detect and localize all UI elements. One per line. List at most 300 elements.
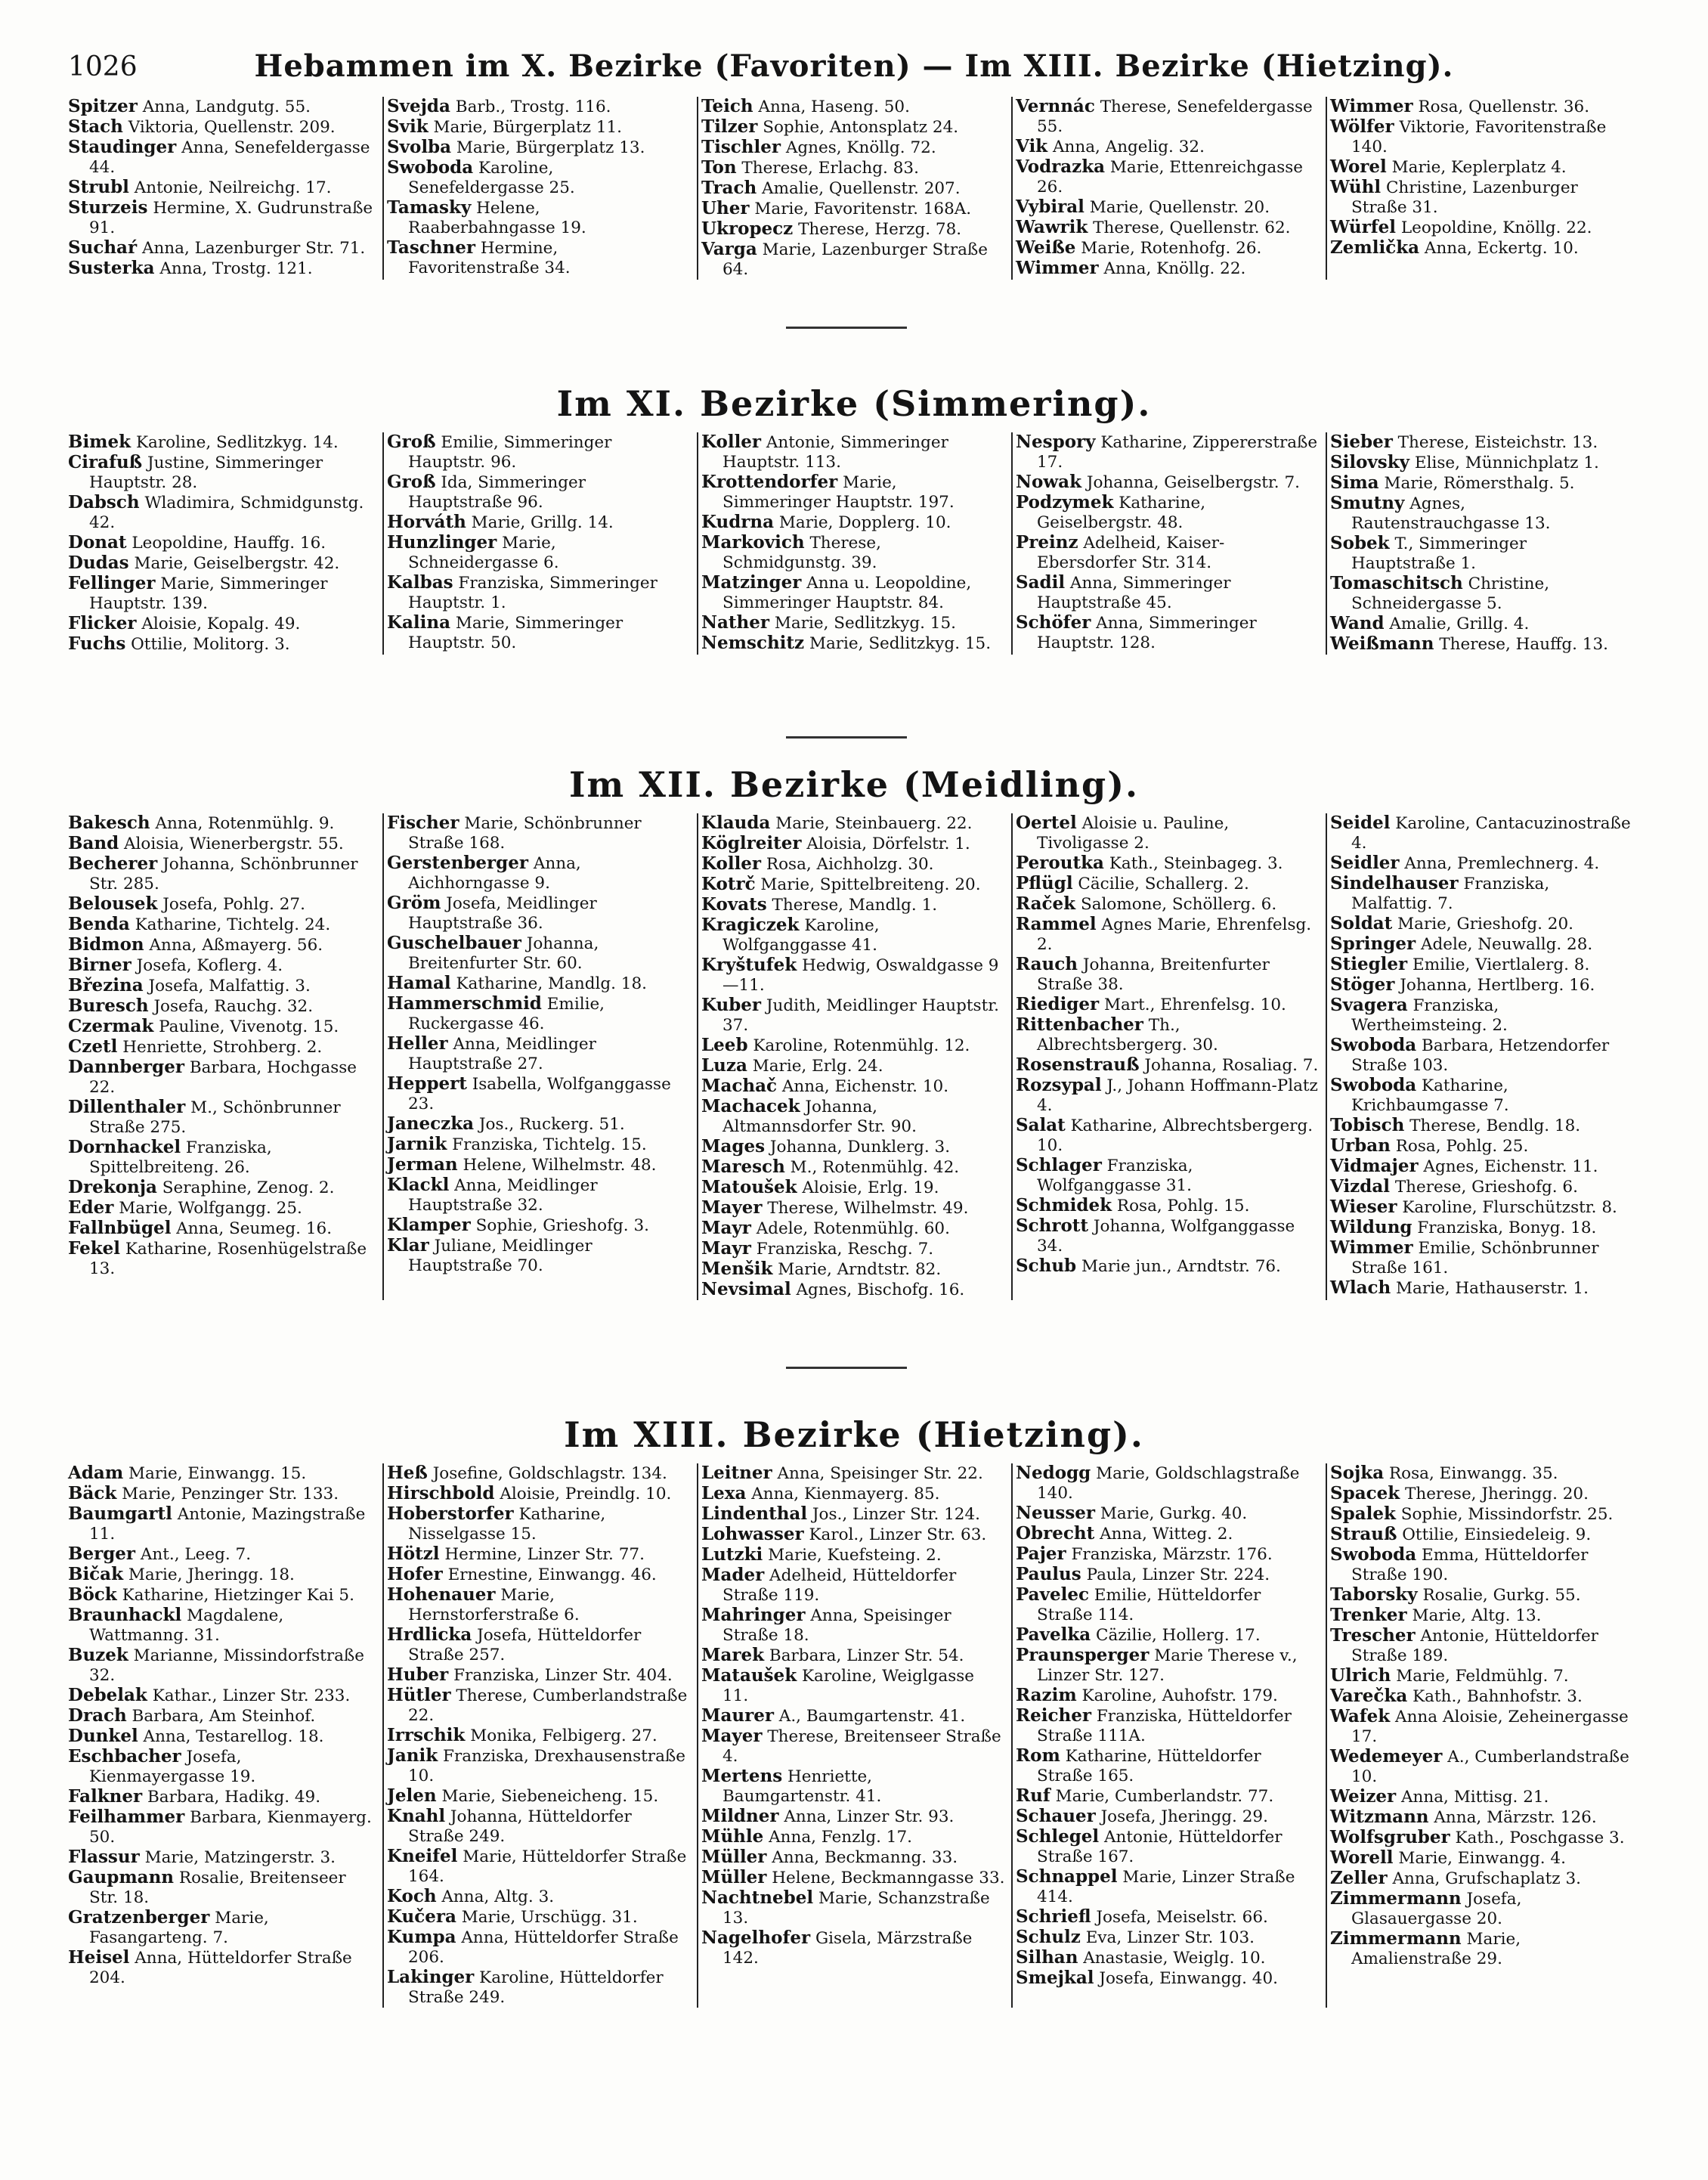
entry-details: Pauline, Vivenotg. 15.	[159, 1017, 339, 1036]
entry-details: Franziska, Märzstr. 176.	[1071, 1545, 1273, 1564]
directory-entry	[1016, 1968, 1320, 1989]
directory-entry	[68, 97, 376, 117]
entry-surname: Dunkel	[68, 1726, 138, 1746]
directory-entry	[68, 1726, 376, 1747]
entry-details: Justine, Simmeringer Hauptstr. 28.	[89, 454, 323, 492]
entry-surname: Braunhackl	[68, 1605, 182, 1625]
entry-surname: Huber	[387, 1664, 449, 1685]
directory-entry	[1330, 975, 1634, 996]
entry-details: M., Schönbrunner Straße 275.	[89, 1098, 341, 1137]
entry-details: Sophie, Grieshofg. 3.	[475, 1216, 649, 1235]
entry-details: Emilie, Viertlalerg. 8.	[1413, 955, 1590, 974]
directory-entry	[387, 1665, 691, 1686]
entry-surname: Marek	[701, 1645, 765, 1665]
entry-details: Marie, Siebeneicheng. 15.	[441, 1787, 659, 1806]
entry-details: Hermine, Favoritenstraße 34.	[408, 239, 571, 277]
directory-column	[1011, 1463, 1326, 2008]
directory-entry	[68, 1787, 376, 1807]
entry-surname: Pavelka	[1016, 1624, 1091, 1645]
entry-surname: Vodrazka	[1016, 156, 1106, 177]
entry-details: Anna, Angelig. 32.	[1052, 138, 1205, 156]
entry-details: Antonie, Hütteldorfer Straße 167.	[1037, 1828, 1283, 1866]
directory-entry	[701, 1888, 1005, 1928]
entry-details: Johanna, Geiselbergstr. 7.	[1086, 473, 1300, 492]
entry-details: Anna, Eckertg. 10.	[1424, 239, 1579, 258]
entry-surname: Wawrik	[1016, 217, 1088, 237]
entry-surname: Dornhackel	[68, 1137, 181, 1157]
entry-details: Henriette, Strohberg. 2.	[122, 1038, 323, 1057]
directory-entry	[68, 1948, 376, 1988]
directory-entry	[387, 893, 691, 934]
directory-column	[697, 1463, 1011, 2008]
directory-entry	[1330, 1157, 1634, 1177]
directory-entry	[387, 1155, 691, 1175]
directory-entry	[701, 1847, 1005, 1868]
entry-surname: Baumgartl	[68, 1503, 172, 1524]
entry-surname: Knahl	[387, 1806, 446, 1826]
directory-entry	[701, 1259, 1005, 1280]
directory-entry	[1330, 914, 1634, 934]
directory-entry	[387, 432, 691, 472]
entry-surname: Neusser	[1016, 1503, 1096, 1523]
directory-entry	[1016, 97, 1320, 137]
entry-details: M., Rotenmühlg. 42.	[790, 1158, 960, 1177]
entry-details: Marie, Fasangarteng. 7.	[89, 1909, 269, 1947]
entry-details: A., Baumgartenstr. 41.	[778, 1707, 966, 1726]
directory-entry	[701, 1178, 1005, 1198]
entry-details: Anna, Altg. 3.	[441, 1887, 555, 1906]
entry-surname: Wolfsgruber	[1330, 1827, 1450, 1847]
directory-entry	[1330, 1585, 1634, 1606]
directory-entry	[387, 1585, 691, 1625]
entry-surname: Vizdal	[1330, 1176, 1390, 1197]
entry-details: Anna, Fenzlg. 17.	[769, 1828, 912, 1847]
entry-details: Antonie, Simmeringer Hauptstr. 113.	[722, 433, 948, 472]
entry-surname: Svolba	[387, 137, 452, 157]
entry-surname: Urban	[1330, 1135, 1391, 1156]
directory-entry	[1330, 1136, 1634, 1157]
entry-surname: Jarnik	[387, 1134, 447, 1154]
directory-entry	[387, 813, 691, 853]
entry-surname: Rittenbacher	[1016, 1014, 1143, 1035]
entry-details: Anna, Haseng. 50.	[758, 98, 910, 116]
entry-details: Marie, Grieshofg. 20.	[1397, 915, 1573, 934]
directory-entry	[387, 97, 691, 117]
entry-details: Hermine, X. Gudrunstraße 91.	[89, 199, 373, 237]
directory-entry	[1330, 117, 1634, 157]
entry-surname: Staudinger	[68, 137, 177, 157]
entry-surname: Maresch	[701, 1157, 785, 1177]
directory-entry	[1330, 1686, 1634, 1707]
directory-entry	[1016, 1116, 1320, 1156]
directory-entry	[701, 1239, 1005, 1259]
entry-details: Katharine, Rosenhügelstraße 13.	[89, 1240, 367, 1278]
directory-entry	[1016, 1686, 1320, 1706]
entry-details: Rosa, Einwangg. 35.	[1388, 1464, 1558, 1483]
entry-surname: Wimmer	[1330, 1237, 1413, 1258]
entry-surname: Kryštufek	[701, 955, 797, 975]
entry-surname: Fellinger	[68, 573, 156, 593]
section-district-xi	[68, 375, 1640, 655]
directory-entry	[1016, 573, 1320, 613]
entry-surname: Köglreiter	[701, 833, 802, 853]
directory-entry	[68, 1198, 376, 1219]
directory-entry	[68, 198, 376, 238]
entry-surname: Bičak	[68, 1564, 124, 1584]
entry-surname: Mildner	[701, 1806, 779, 1826]
directory-entry	[701, 996, 1005, 1036]
entry-surname: Nagelhofer	[701, 1928, 811, 1948]
directory-entry	[701, 432, 1005, 472]
entry-surname: Feilhammer	[68, 1807, 185, 1827]
entry-details: Therese, Grieshofg. 6.	[1394, 1178, 1578, 1197]
directory-entry	[701, 117, 1005, 138]
entry-details: Katharine, Geiselbergstr. 48.	[1037, 494, 1206, 532]
entry-surname: Swoboda	[387, 157, 474, 178]
directory-entry	[1330, 1545, 1634, 1585]
entry-details: Franziska, Bonyg. 18.	[1417, 1219, 1597, 1237]
entry-details: Viktorie, Favoritenstraße 140.	[1351, 118, 1607, 156]
directory-entry	[1330, 1626, 1634, 1666]
entry-surname: Falkner	[68, 1786, 143, 1807]
entry-surname: Ukropecz	[701, 218, 794, 239]
directory-entry	[1330, 218, 1634, 238]
entry-details: Amalie, Grillg. 4.	[1389, 615, 1530, 633]
entry-surname: Müller	[701, 1847, 767, 1867]
entry-surname: Fekel	[68, 1238, 121, 1259]
entry-surname: Donat	[68, 532, 127, 553]
directory-entry	[68, 533, 376, 553]
entry-details: Katharine, Mandlg. 18.	[456, 974, 647, 993]
entry-details: A., Cumberlandstraße 10.	[1351, 1748, 1629, 1786]
directory-entry	[1016, 874, 1320, 894]
directory-entry	[1016, 218, 1320, 238]
directory-entry	[387, 472, 691, 512]
entry-surname: Adam	[68, 1463, 124, 1483]
directory-entry	[701, 1868, 1005, 1888]
entry-surname: Bakesch	[68, 813, 150, 833]
entry-details: Marie, Arndtstr. 82.	[778, 1260, 942, 1279]
directory-entry	[1016, 1156, 1320, 1196]
entry-details: Agnes, Knöllg. 72.	[785, 138, 936, 157]
entry-details: Emilie, Ruckergasse 46.	[408, 995, 605, 1033]
section-columns	[68, 1463, 1640, 2008]
entry-details: Anna, Rotenmühlg. 9.	[155, 814, 335, 833]
entry-details: Anna, Märzstr. 126.	[1434, 1808, 1597, 1827]
directory-entry	[701, 1525, 1005, 1545]
entry-surname: Raček	[1016, 893, 1076, 914]
directory-entry	[1330, 1525, 1634, 1545]
entry-surname: Klar	[387, 1235, 429, 1256]
directory-entry	[387, 1686, 691, 1726]
entry-surname: Schriefl	[1016, 1906, 1091, 1927]
entry-surname: Worel	[1330, 156, 1387, 177]
entry-details: Adele, Neuwallg. 28.	[1420, 935, 1593, 954]
directory-entry	[387, 1114, 691, 1135]
directory-entry	[1016, 157, 1320, 197]
entry-details: Therese, Bendlg. 18.	[1409, 1116, 1581, 1135]
entry-details: Adelheid, Kaiser-Ebersdorfer Str. 314.	[1037, 534, 1225, 572]
entry-surname: Strubl	[68, 177, 129, 197]
entry-surname: Schrott	[1016, 1215, 1089, 1236]
entry-details: Josefa, Koflerg. 4.	[136, 956, 283, 975]
directory-entry	[701, 1504, 1005, 1525]
directory-entry	[701, 472, 1005, 512]
directory-entry	[387, 198, 691, 238]
entry-surname: Peroutka	[1016, 853, 1104, 873]
entry-details: Marie, Quellenstr. 20.	[1089, 198, 1270, 217]
directory-entry	[1330, 1869, 1634, 1889]
entry-details: Katharine, Zippererstraße 17.	[1037, 433, 1318, 472]
entry-details: Karoline, Senefeldergasse 25.	[408, 159, 575, 197]
entry-details: Anna, Aßmayerg. 56.	[149, 936, 323, 955]
directory-entry	[387, 1504, 691, 1544]
directory-entry	[68, 1686, 376, 1706]
entry-details: Christine, Lazenburger Straße 31.	[1351, 178, 1578, 217]
entry-surname: Sobek	[1330, 533, 1390, 553]
entry-details: Cäcilie, Schallerg. 2.	[1078, 875, 1249, 893]
entry-details: Marie, Gurkg. 40.	[1100, 1504, 1248, 1523]
entry-surname: Maurer	[701, 1705, 774, 1726]
entry-surname: Taborsky	[1330, 1584, 1418, 1605]
entry-surname: Fischer	[387, 813, 459, 833]
entry-details: Josefa, Hütteldorfer Straße 257.	[408, 1626, 642, 1664]
entry-surname: Heisel	[68, 1947, 130, 1968]
directory-entry	[1330, 1238, 1634, 1278]
entry-details: Anna, Mittisg. 21.	[1400, 1788, 1549, 1807]
entry-surname: Tilzer	[701, 116, 758, 137]
entry-details: Marie, Goldschlagstraße 140.	[1037, 1464, 1300, 1503]
entry-surname: Drekonja	[68, 1177, 157, 1197]
entry-details: Johanna, Dunklerg. 3.	[769, 1138, 951, 1157]
entry-details: Wladimira, Schmidgunstg. 42.	[89, 494, 364, 532]
entry-details: Marie, Simmeringer Hauptstr. 197.	[722, 473, 955, 512]
directory-entry	[1330, 1116, 1634, 1136]
directory-entry	[1016, 1867, 1320, 1907]
entry-surname: Nespory	[1016, 432, 1096, 452]
entry-details: Therese, Schmidgunstg. 39.	[722, 534, 881, 572]
entry-surname: Tischler	[701, 137, 781, 157]
entry-details: Marie, Schönbrunner Straße 168.	[408, 814, 642, 853]
entry-details: Juliane, Meidlinger Hauptstraße 70.	[408, 1237, 593, 1275]
directory-entry	[68, 1868, 376, 1908]
entry-details: T., Simmeringer Hauptstraße 1.	[1351, 534, 1527, 573]
entry-details: Barbara, Kienmayerg. 50.	[89, 1808, 372, 1847]
entry-surname: Jerman	[387, 1154, 458, 1175]
entry-details: Helene, Wilhelmstr. 48.	[463, 1156, 657, 1175]
entry-details: Hedwig, Oswaldgasse 9—11.	[722, 956, 999, 995]
entry-surname: Menšik	[701, 1259, 773, 1279]
entry-surname: Horváth	[387, 512, 466, 532]
entry-surname: Hötzl	[387, 1544, 440, 1564]
entry-details: Agnes Marie, Ehrenfelsg. 2.	[1037, 915, 1312, 954]
directory-entry	[68, 1606, 376, 1646]
entry-surname: Sadil	[1016, 572, 1066, 593]
entry-details: Josefa, Glasauergasse 20.	[1351, 1890, 1522, 1928]
entry-details: Josefa, Malfattig. 3.	[148, 977, 311, 996]
entry-details: Kath., Steinbageg. 3.	[1109, 854, 1283, 873]
entry-details: Marie, Spittelbreiteng. 20.	[760, 875, 981, 894]
entry-surname: Podzymek	[1016, 492, 1114, 512]
entry-details: Helene, Raaberbahngasse 19.	[408, 199, 586, 237]
entry-surname: Vernnác	[1016, 96, 1095, 116]
directory-entry	[1016, 259, 1320, 279]
entry-details: Emilie, Simmeringer Hauptstr. 96.	[408, 433, 612, 472]
entry-surname: Flassur	[68, 1847, 140, 1867]
entry-surname: Zimmermann	[1330, 1888, 1462, 1909]
entry-details: Rosalie, Breitenseer Str. 18.	[89, 1869, 346, 1907]
directory-entry	[68, 614, 376, 634]
entry-surname: Swoboda	[1330, 1035, 1417, 1055]
entry-details: Sophie, Antonsplatz 24.	[763, 118, 959, 137]
entry-details: Marie, Römersthalg. 5.	[1384, 474, 1575, 493]
directory-entry	[1016, 915, 1320, 955]
directory-entry	[1330, 1076, 1634, 1116]
entry-details: Anna, Seumeg. 16.	[176, 1219, 333, 1238]
directory-entry	[1016, 1786, 1320, 1807]
entry-details: Therese, Herzg. 78.	[798, 220, 962, 239]
directory-entry	[1330, 874, 1634, 914]
directory-entry	[68, 238, 376, 259]
entry-surname: Teich	[701, 96, 753, 116]
entry-details: Barbara, Hadikg. 49.	[147, 1788, 321, 1807]
directory-entry	[68, 1908, 376, 1948]
entry-details: Marie, Schneidergasse 6.	[408, 534, 559, 572]
entry-details: Rosa, Pohlg. 15.	[1116, 1197, 1250, 1215]
directory-entry	[1016, 955, 1320, 995]
entry-surname: Gerstenberger	[387, 853, 528, 873]
entry-details: Johanna, Rosaliag. 7.	[1144, 1056, 1319, 1075]
directory-entry	[1016, 613, 1320, 653]
directory-column	[68, 1463, 382, 2008]
directory-entry	[1016, 472, 1320, 493]
entry-details: Josefine, Goldschlagstr. 134.	[432, 1464, 667, 1483]
directory-entry	[68, 854, 376, 894]
directory-entry	[387, 1215, 691, 1236]
directory-entry	[701, 158, 1005, 178]
entry-surname: Cirafuß	[68, 452, 143, 472]
entry-details: Ottilie, Einsiedeleig. 9.	[1402, 1525, 1592, 1544]
directory-entry	[701, 1545, 1005, 1565]
entry-details: Johanna, Hertlberg. 16.	[1400, 976, 1595, 995]
directory-entry	[701, 97, 1005, 117]
section-district-xii	[68, 756, 1640, 1300]
entry-surname: Wimmer	[1016, 258, 1099, 278]
entry-details: Seraphine, Zenog. 2.	[162, 1178, 335, 1197]
section-district-xiii	[68, 1406, 1640, 2008]
entry-details: Marie, Dopplerg. 10.	[778, 513, 951, 532]
directory-column	[697, 432, 1011, 655]
entry-details: Emma, Hütteldorfer Straße 190.	[1351, 1546, 1589, 1584]
entry-surname: Pflügl	[1016, 873, 1073, 893]
entry-surname: Svejda	[387, 96, 450, 116]
directory-entry	[1330, 534, 1634, 574]
directory-entry	[1330, 238, 1634, 259]
entry-details: Franziska, Wertheimsteing. 2.	[1351, 996, 1508, 1035]
entry-surname: Springer	[1330, 934, 1416, 954]
directory-entry	[1016, 1585, 1320, 1625]
directory-entry	[68, 1463, 376, 1484]
entry-details: Marie, Matzingerstr. 3.	[144, 1848, 336, 1867]
directory-entry	[387, 1847, 691, 1887]
directory-entry	[1330, 494, 1634, 534]
entry-details: Anna, Simmeringer Hauptstr. 128.	[1037, 614, 1257, 652]
directory-entry	[701, 895, 1005, 915]
entry-details: Marie, Hathauserstr. 1.	[1396, 1279, 1589, 1298]
entry-details: Barbara, Linzer Str. 54.	[769, 1646, 964, 1665]
entry-surname: Hohenauer	[387, 1584, 496, 1605]
entry-details: Barbara, Hetzendorfer Straße 103.	[1351, 1036, 1610, 1075]
entry-details: Gisela, Märzstraße 142.	[722, 1929, 973, 1968]
entry-surname: Salat	[1016, 1115, 1066, 1135]
entry-surname: Varga	[701, 239, 757, 259]
entry-details: Franziska, Reschg. 7.	[756, 1240, 934, 1259]
directory-entry	[701, 1219, 1005, 1239]
entry-details: Marie, Einwangg. 15.	[128, 1464, 307, 1483]
entry-surname: Berger	[68, 1544, 136, 1564]
entry-surname: Kneifel	[387, 1846, 458, 1866]
entry-details: Franziska, Spittelbreiteng. 26.	[89, 1138, 272, 1177]
entry-surname: Reicher	[1016, 1705, 1091, 1726]
entry-details: Karoline, Hütteldorfer Straße 249.	[408, 1968, 664, 2007]
entry-details: Marianne, Missindorfstraße 32.	[89, 1646, 365, 1685]
entry-surname: Lohwasser	[701, 1524, 804, 1544]
directory-entry	[1016, 1746, 1320, 1786]
directory-column	[1326, 432, 1640, 655]
entry-surname: Swoboda	[1330, 1075, 1417, 1095]
entry-details: Karoline, Sedlitzkyg. 14.	[135, 433, 339, 452]
entry-surname: Spitzer	[68, 96, 138, 116]
section-title: Im XII. Bezirke (Meidling).	[568, 764, 1140, 805]
entry-surname: Uher	[701, 198, 750, 218]
entry-surname: Schulz	[1016, 1927, 1081, 1947]
entry-surname: Swoboda	[1330, 1544, 1417, 1565]
entry-surname: Riediger	[1016, 994, 1100, 1014]
section-district-x	[68, 97, 1640, 280]
directory-entry	[68, 1017, 376, 1037]
entry-surname: Jelen	[387, 1785, 437, 1806]
directory-entry	[701, 633, 1005, 654]
entry-surname: Koller	[701, 432, 762, 452]
entry-details: Marie, Ettenreichgasse 26.	[1037, 158, 1303, 197]
entry-details: Eva, Linzer Str. 103.	[1085, 1928, 1255, 1947]
entry-details: Aloisie, Erlg. 19.	[802, 1178, 939, 1197]
entry-details: Anna, Knöllg. 22.	[1103, 259, 1246, 278]
entry-surname: Heller	[387, 1033, 448, 1054]
entry-details: Josefa, Rauchg. 32.	[153, 997, 314, 1016]
directory-entry	[701, 1726, 1005, 1767]
directory-entry	[701, 1198, 1005, 1219]
directory-entry	[68, 813, 376, 834]
entry-surname: Wand	[1330, 613, 1385, 633]
directory-entry	[1330, 634, 1634, 655]
entry-details: Karoline, Rotenmühlg. 12.	[753, 1036, 970, 1055]
entry-surname: Kumpa	[387, 1927, 456, 1947]
entry-surname: Wieser	[1330, 1197, 1397, 1217]
directory-entry	[68, 1037, 376, 1057]
entry-surname: Schlager	[1016, 1155, 1102, 1175]
directory-entry	[68, 634, 376, 655]
directory-entry	[701, 199, 1005, 219]
entry-surname: Ton	[701, 157, 737, 178]
entry-details: Anna, Simmeringer Hauptstraße 45.	[1037, 574, 1231, 612]
directory-entry	[1330, 614, 1634, 634]
entry-surname: Eder	[68, 1197, 114, 1218]
entry-details: Isabella, Wolfganggasse 23.	[408, 1075, 671, 1113]
entry-details: Anna, Hütteldorfer Straße 206.	[408, 1928, 679, 1967]
entry-details: Marie, Einwangg. 4.	[1398, 1849, 1566, 1868]
entry-surname: Suchaŕ	[68, 237, 138, 258]
